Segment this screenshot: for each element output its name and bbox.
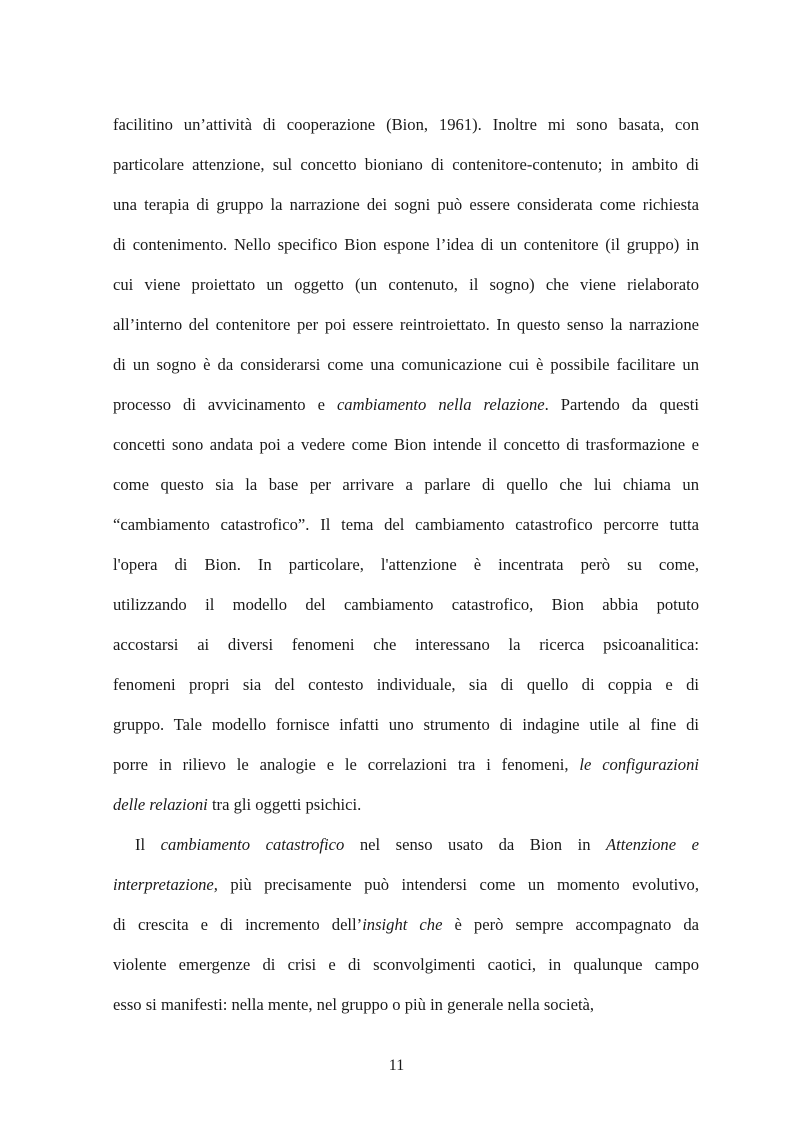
text-run: di crescita e di incremento dell’ [113,915,363,934]
text-line [113,631,699,671]
text-line [113,751,699,791]
text-line [113,431,699,471]
text-line [113,311,699,351]
text-line [113,191,699,231]
text-run: all’interno del contenitore per poi essere reintroiettato. In questo senso la narrazione [113,315,699,334]
text-run: l'opera di Bion. In particolare, l'attenzione è incentrata però su come, [113,555,699,574]
text-run: processo di avvicinamento e [113,395,337,414]
text-line [113,871,699,911]
text-run: più precisamente può intendersi come un momento evolutivo, [217,875,699,894]
text-line [113,951,699,991]
text-line [113,591,699,631]
text-line [113,111,699,151]
text-line [113,791,699,831]
italic-text: le configurazioni [579,755,699,774]
text-line [113,911,699,951]
text-line [113,391,699,431]
italic-text: Attenzione e [606,835,699,854]
text-line [113,991,699,1031]
text-line [113,351,699,391]
text-run: violente emergenze di crisi e di sconvolgimenti caotici, in qualunque campo [113,955,699,974]
text-run: particolare attenzione, sul concetto bioniano di contenitore-contenuto; in ambito di [113,155,699,174]
text-run: tra gli oggetti psichici. [207,795,362,814]
text-line [113,671,699,711]
text-run: cui viene proiettato un oggetto (un contenuto, il sogno) che viene rielaborato [113,275,699,294]
italic-text: interpretazione, [113,875,218,894]
text-run: una terapia di gruppo la narrazione dei sogni può essere considerata come richiesta [113,195,699,214]
text-run: utilizzando il modello del cambiamento catastrofico, Bion abbia potuto [113,595,699,614]
text-run: fenomeni propri sia del contesto individuale, sia di quello di coppia e di [113,675,699,694]
text-line [113,831,699,871]
text-run: “cambiamento catastrofico”. Il tema del cambiamento catastrofico percorre tutta [113,515,699,534]
text-run: concetti sono andata poi a vedere come Bion intende il concetto di trasformazione e [113,435,699,454]
text-line [113,231,699,271]
page-number: 11 [388,1057,405,1074]
text-run: è però sempre accompagnato da [442,915,699,934]
text-line [113,271,699,311]
text-line [113,471,699,511]
text-run: di contenimento. Nello specifico Bion espone l’idea di un contenitore (il gruppo) in [113,235,699,254]
text-line [113,151,699,191]
text-run: come questo sia la base per arrivare a parlare di quello che lui chiama un [113,475,699,494]
text-run: gruppo. Tale modello fornisce infatti uno strumento di indagine utile al fine di [113,715,699,734]
text-run: facilitino un’attività di cooperazione (Bion, 1961). Inoltre mi sono basata, con [113,115,699,134]
text-line [113,711,699,751]
text-run: porre in rilievo le analogie e le correlazioni tra i fenomeni, [113,755,580,774]
text-run: di un sogno è da considerarsi come una comunicazione cui è possibile facilitare un [113,355,699,374]
text-run: accostarsi ai diversi fenomeni che interessano la ricerca psicoanalitica: [113,635,699,654]
italic-text: insight che [362,915,443,934]
italic-text: cambiamento nella relazione [336,395,545,414]
text-run: nel senso usato da Bion in [344,835,607,854]
text-line [113,551,699,591]
text-run: Il [135,835,161,854]
italic-text: cambiamento catastrofico [160,835,345,854]
text-line [113,511,699,551]
body-text [113,111,699,1031]
text-run: . Partendo da questi [544,395,699,414]
text-run: esso si manifesti: nella mente, nel gruppo o più in generale nella società, [113,995,595,1014]
italic-text: delle relazioni [113,795,208,814]
